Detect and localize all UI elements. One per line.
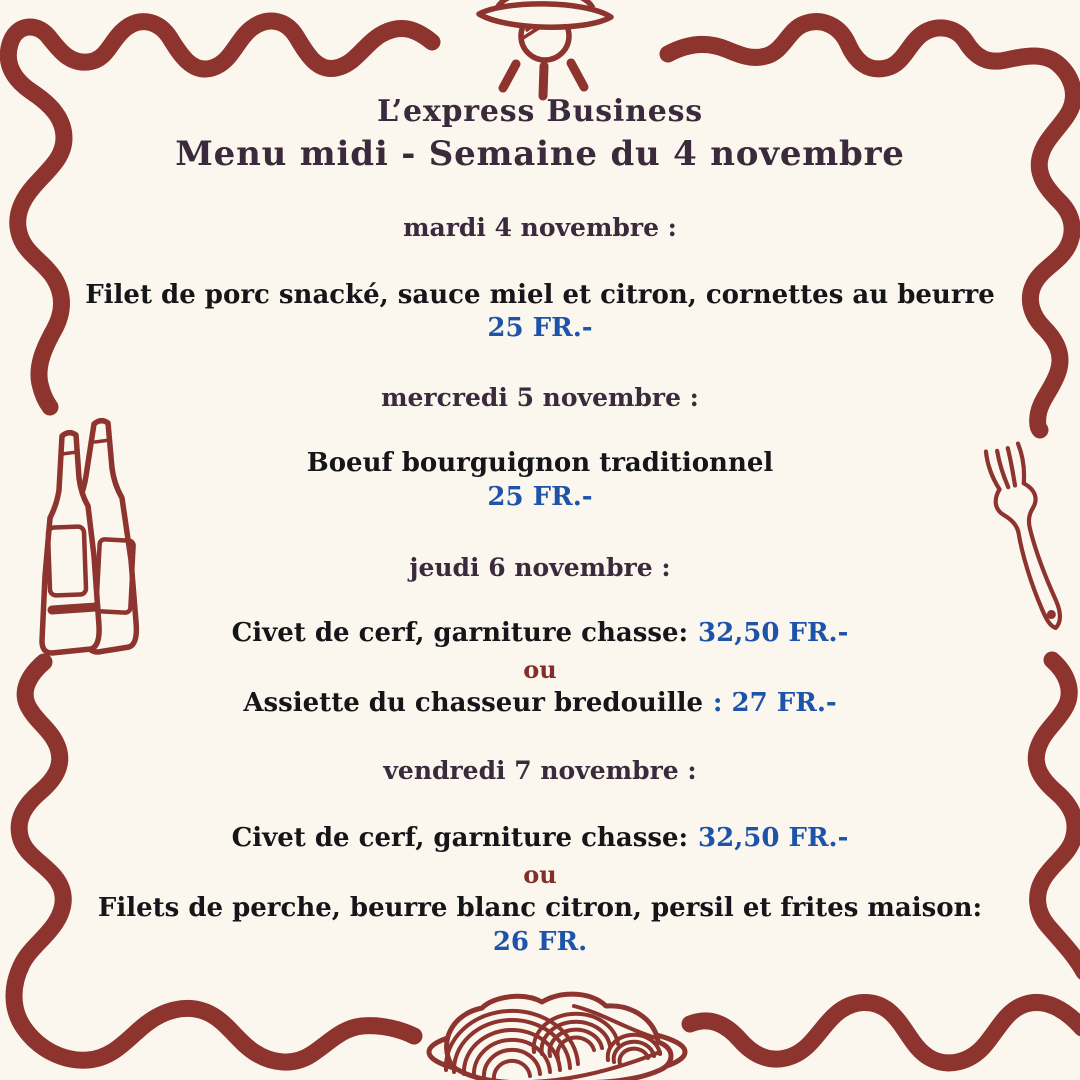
- dish-text: Civet de cerf, garniture chasse:: [231, 823, 689, 853]
- dish-line: [0, 618, 1080, 648]
- or-separator: ou: [523, 860, 557, 889]
- dish-line: Boeuf bourguignon traditionnel: [306, 448, 774, 478]
- dish-line: Filet de porc snacké, sauce miel et citron, cornettes au beurre: [85, 280, 995, 310]
- or-separator: ou: [523, 655, 557, 684]
- dish-text: Civet de cerf, garniture chasse:: [231, 618, 689, 648]
- day-heading-jeudi: jeudi 6 novembre :: [409, 553, 671, 582]
- menu-subtitle: Menu midi - Semaine du 4 novembre: [175, 134, 905, 174]
- spaghetti-plate-icon: [429, 994, 685, 1080]
- lamp-rays: [503, 63, 584, 96]
- day-heading-mardi: mardi 4 novembre :: [403, 213, 677, 242]
- dish-line: Filets de perche, beurre blanc citron, persil et frites maison:: [97, 893, 983, 923]
- price: : 27 FR.-: [712, 688, 837, 718]
- dish-line: [0, 688, 1080, 718]
- dish-line: [0, 823, 1080, 853]
- price: 25 FR.-: [487, 313, 593, 343]
- price: 32,50 FR.-: [698, 823, 849, 853]
- price: 26 FR.: [492, 927, 588, 957]
- squiggle-bottom-right: [690, 1002, 1080, 1062]
- price: 25 FR.-: [487, 482, 593, 512]
- day-heading-mercredi: mercredi 5 novembre :: [381, 383, 699, 412]
- day-heading-vendredi: vendredi 7 novembre :: [383, 756, 697, 785]
- restaurant-name: L’express Business: [377, 94, 703, 129]
- price: 32,50 FR.-: [698, 618, 849, 648]
- pendant-lamp-icon: [479, 0, 611, 96]
- dish-text: Assiette du chasseur bredouille: [243, 688, 703, 718]
